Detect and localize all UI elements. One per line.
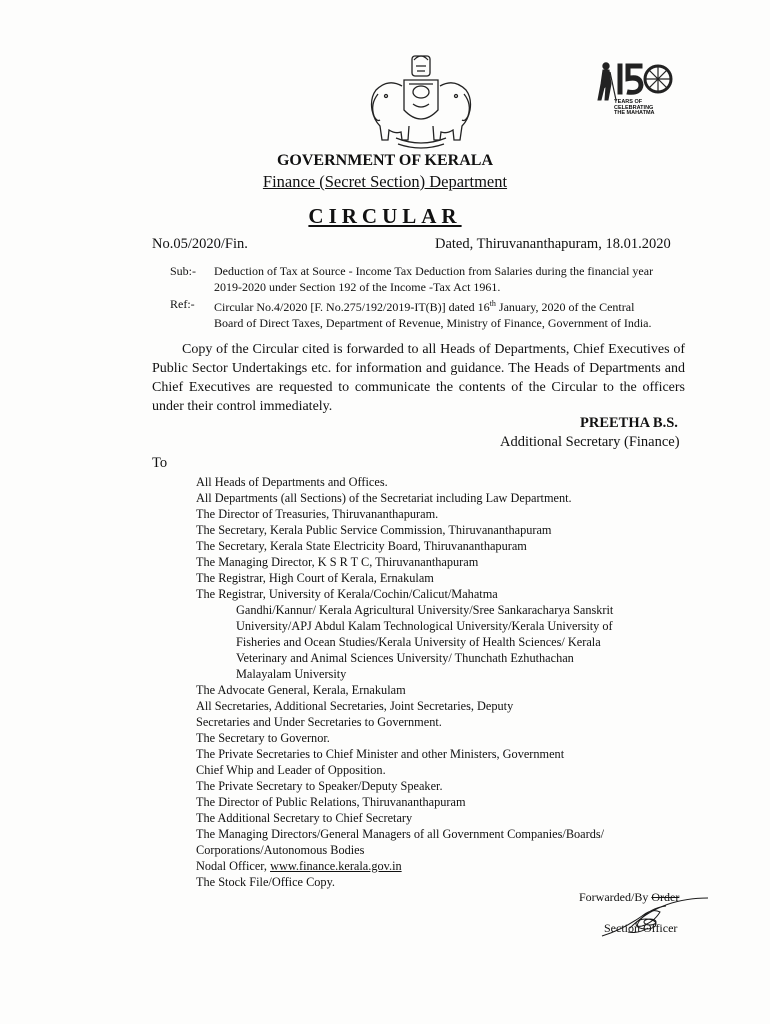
list-item: The Managing Directors/General Managers of all Government Companies/Boards/: [196, 827, 605, 841]
department-title: Finance (Secret Section) Department: [262, 172, 508, 191]
list-item: All Secretaries, Additional Secretaries, Joint Secretaries, Deputy: [196, 699, 514, 713]
list-item: Secretaries and Under Secretaries to Government.: [196, 715, 442, 729]
gandhi-caption-line: CELEBRATING: [614, 104, 654, 111]
reference-text: [214, 296, 690, 331]
list-item: The Private Secretaries to Chief Minister and other Ministers, Government: [196, 747, 565, 761]
list-item: The Private Secretary to Speaker/Deputy Speaker.: [196, 779, 443, 793]
list-item: The Secretary, Kerala Public Service Commission, Thiruvananthapuram: [196, 523, 552, 537]
gandhi-caption-line: YEARS OF: [614, 99, 643, 105]
reference-line: [214, 296, 690, 315]
list-item: The Stock File/Office Copy.: [196, 875, 336, 889]
list-item: Chief Whip and Leader of Opposition.: [196, 763, 386, 777]
circular-date: Dated, Thiruvananthapuram, 18.01.2020: [435, 236, 671, 252]
website-link[interactable]: www.finance.kerala.gov.in: [270, 859, 402, 873]
list-item: The Director of Treasuries, Thiruvananthapuram.: [196, 507, 439, 521]
signature-icon: [600, 888, 710, 948]
body-paragraph: Copy of the Circular cited is forwarded to all Heads of Departments, Chief Executives of Public Sector Undertakings etc. for information and guidance. The Heads of Departments and Chief Executives are requested to communicate the contents of the Circular to the officers under their control immediately.: [152, 342, 685, 414]
list-item: Veterinary and Animal Sciences University/ Thunchath Ezhuthachan: [236, 651, 574, 665]
list-item: The Secretary, Kerala State Electricity Board, Thiruvananthapuram: [196, 539, 527, 553]
list-item: The Registrar, High Court of Kerala, Ernakulam: [196, 571, 434, 585]
to-label: To: [152, 455, 168, 471]
list-item: The Advocate General, Kerala, Ernakulam: [196, 683, 406, 697]
forwarded-prefix: Forwarded/By: [579, 890, 652, 904]
reference-line: Board of Direct Taxes, Department of Revenue, Ministry of Finance, Government of India.: [214, 316, 652, 330]
list-item: The Managing Director, K S R T C, Thiruvananthapuram: [196, 555, 479, 569]
list-item: All Heads of Departments and Offices.: [196, 475, 388, 489]
gandhi-logo-caption: [614, 100, 655, 117]
reference-line-part: Circular No.4/2020 [F. No.275/192/2019-IT(B)] dated 16: [214, 300, 490, 314]
list-item: All Departments (all Sections) of the Secretariat including Law Department.: [196, 491, 572, 505]
list-item: [196, 858, 676, 874]
signatory-designation: Additional Secretary (Finance): [500, 434, 680, 450]
subject-line: Deduction of Tax at Source - Income Tax Deduction from Salaries during the financial year: [214, 264, 654, 278]
list-item: The Secretary to Governor.: [196, 731, 330, 745]
list-item: University/APJ Abdul Kalam Technological University/Kerala University of: [236, 619, 613, 633]
recipient-list: [196, 474, 676, 890]
list-item: Corporations/Autonomous Bodies: [196, 843, 365, 857]
reference-row: [170, 296, 690, 331]
reference-label: Ref:-: [170, 297, 195, 311]
circular-number: No.05/2020/Fin.: [152, 236, 248, 252]
kerala-emblem-icon: [362, 48, 480, 156]
nodal-officer-label: Nodal Officer,: [196, 859, 271, 873]
section-officer-label: Section Officer: [604, 921, 678, 935]
signatory-name: PREETHA B.S.: [580, 415, 678, 431]
subject-reference-block: [170, 263, 690, 332]
reference-superscript: th: [489, 299, 496, 308]
list-item: The Director of Public Relations, Thiruvananthapuram: [196, 795, 466, 809]
struck-order-text: Order: [651, 890, 680, 904]
reference-line-part: January, 2020 of the Central: [495, 300, 635, 314]
list-item: Gandhi/Kannur/ Kerala Agricultural University/Sree Sankaracharya Sanskrit: [236, 603, 614, 617]
subject-line: 2019-2020 under Section 192 of the Income -Tax Act 1961.: [214, 280, 501, 294]
government-title: GOVERNMENT OF KERALA: [276, 152, 493, 169]
gandhi-caption-line: THE MAHATMA: [614, 110, 655, 116]
list-item: The Registrar, University of Kerala/Cochin/Calicut/Mahatma: [196, 587, 498, 601]
list-item: The Additional Secretary to Chief Secretary: [196, 811, 413, 825]
circular-heading: CIRCULAR: [308, 204, 462, 228]
subject-row: [170, 263, 690, 295]
list-item: Malayalam University: [236, 667, 347, 681]
subject-text: [214, 263, 690, 295]
subject-label: Sub:-: [170, 264, 197, 278]
list-item: Fisheries and Ocean Studies/Kerala University of Health Sciences/ Kerala: [236, 635, 601, 649]
